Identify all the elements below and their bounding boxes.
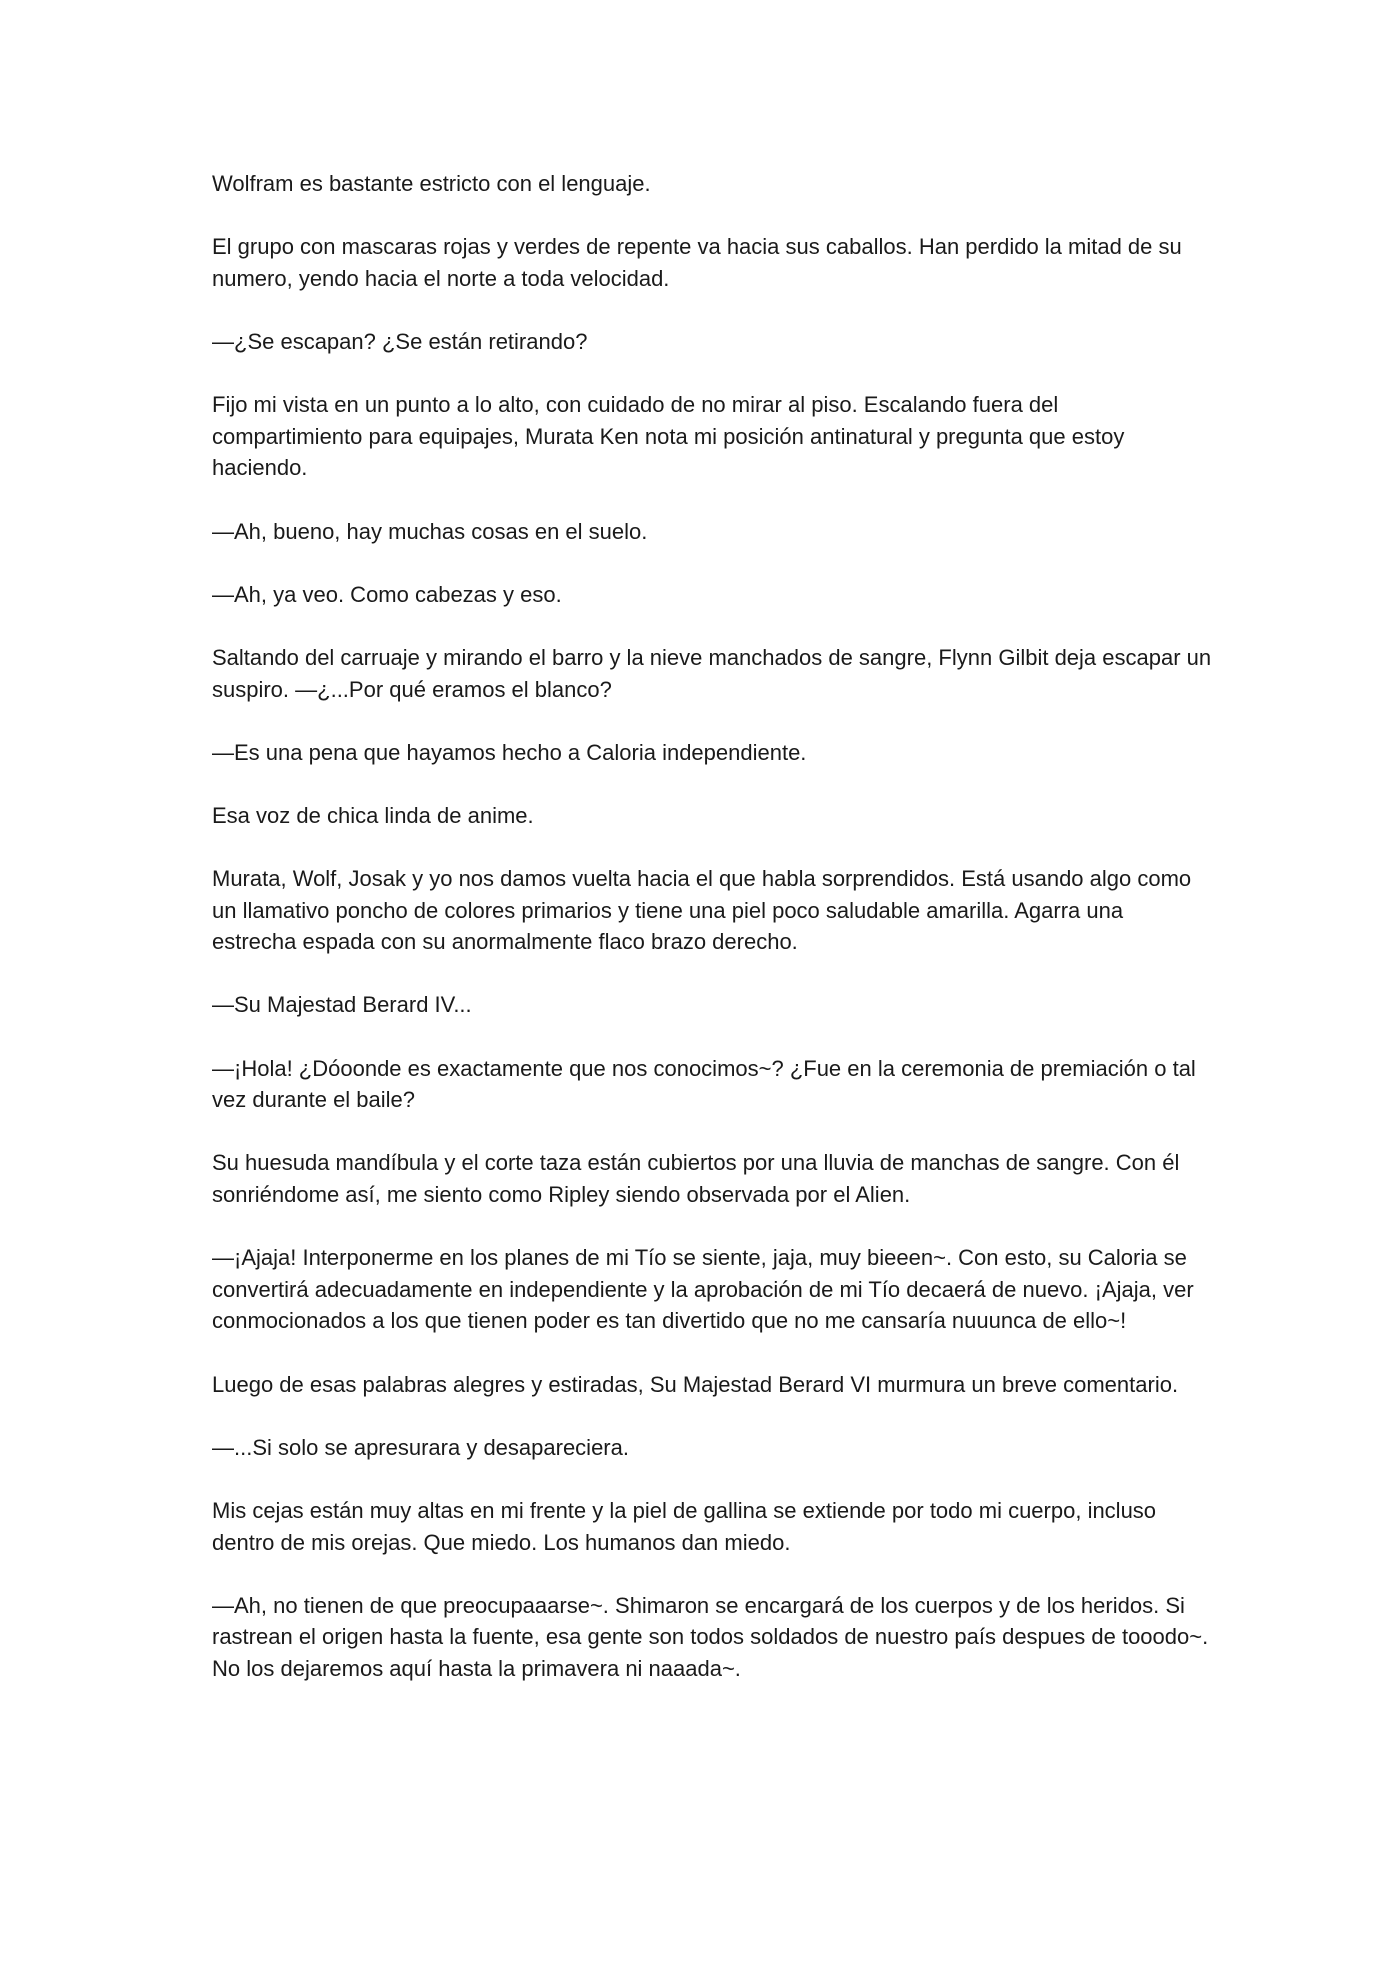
paragraph: Esa voz de chica linda de anime. (212, 802, 534, 828)
paragraph: Saltando del carruaje y mirando el barro y la nieve manchados de sangre, Flynn Gilbit deja escapar un suspiro. —¿...Por qué eramos el blanco? (212, 644, 1212, 702)
paragraph: —¡Hola! ¿Dóoonde es exactamente que nos conocimos~? ¿Fue en la ceremonia de premiación o tal vez durante el baile? (212, 1055, 1196, 1113)
paragraph: Luego de esas palabras alegres y estiradas, Su Majestad Berard VI murmura un breve comentario. (212, 1371, 1179, 1397)
paragraph: —¡Ajaja! Interponerme en los planes de mi Tío se siente, jaja, muy bieeen~. Con esto, su Caloria se convertirá adecuadamente en independiente y la aprobación de mi Tío decaerá de nuevo. ¡Ajaja, ver conmocionados a los que tienen poder es tan divertido que no me cansaría nuuunca de ello~! (212, 1245, 1194, 1334)
paragraph: —Ah, bueno, hay muchas cosas en el suelo. (212, 518, 648, 544)
paragraph: Murata, Wolf, Josak y yo nos damos vuelta hacia el que habla sorprendidos. Está usando algo como un llamativo poncho de colores primarios y tiene una piel poco saludable amarilla. Agarra una estrecha espada con su anormalmente flaco brazo derecho. (212, 866, 1192, 955)
paragraph: Wolfram es bastante estricto con el lenguaje. (212, 171, 651, 196)
paragraph: Mis cejas están muy altas en mi frente y la piel de gallina se extiende por todo mi cuerpo, incluso dentro de mis orejas. Que miedo. Los humanos dan miedo. (212, 1497, 1157, 1555)
paragraph: —...Si solo se apresurara y desapareciera. (212, 1434, 629, 1460)
paragraph: —Ah, ya veo. Como cabezas y eso. (212, 581, 562, 607)
paragraph: —Es una pena que hayamos hecho a Caloria independiente. (212, 739, 807, 765)
paragraph: —¿Se escapan? ¿Se están retirando? (212, 328, 588, 354)
document-body (212, 168, 1212, 1716)
paragraph: Su huesuda mandíbula y el corte taza están cubiertos por una lluvia de manchas de sangre. Con él sonriéndome así, me siento como Ripley siendo observada por el Alien. (212, 1150, 1180, 1207)
paragraph: Fijo mi vista en un punto a lo alto, con cuidado de no mirar al piso. Escalando fuera del compartimiento para equipajes, Murata Ken nota mi posición antinatural y pregunta que estoy haciendo. (212, 392, 1125, 481)
paragraph: —Su Majestad Berard IV... (212, 992, 472, 1018)
paragraph: El grupo con mascaras rojas y verdes de repente va hacia sus caballos. Han perdido la mitad de su numero, yendo hacia el norte a toda velocidad. (212, 234, 1182, 291)
paragraph: —Ah, no tienen de que preocupaaarse~. Shimaron se encargará de los cuerpos y de los heridos. Si rastrean el origen hasta la fuente, esa gente son todos soldados de nuestro país despues de tooodo~. No los dejaremos aquí hasta la primavera ni naaada~. (212, 1592, 1209, 1681)
